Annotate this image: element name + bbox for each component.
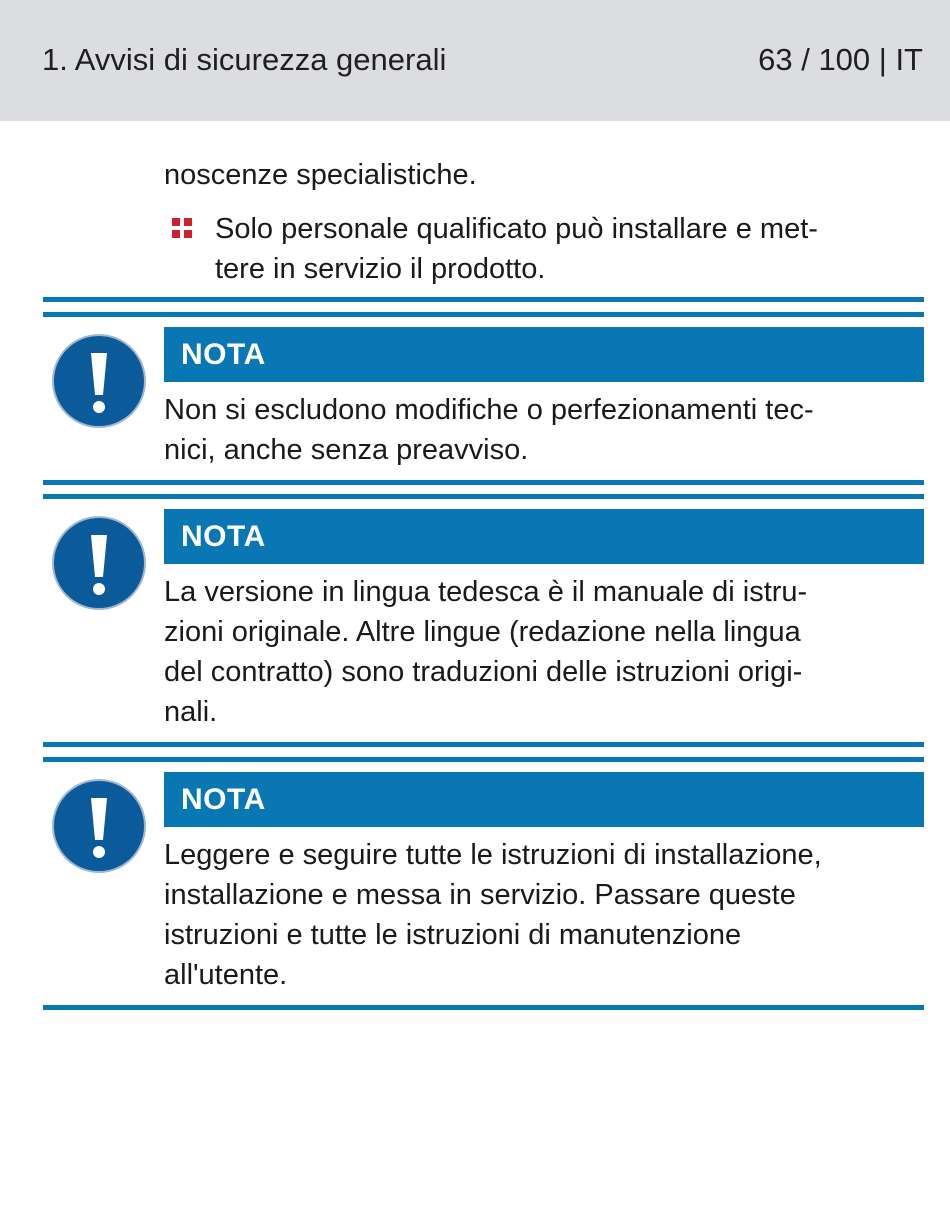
divider-rule (43, 757, 924, 762)
note-label: NOTA (181, 520, 266, 553)
note-text (164, 390, 924, 470)
note-header-bar (164, 772, 924, 827)
page-indicator: 63 / 100 | IT (758, 42, 923, 77)
note-line: nali. (164, 696, 218, 728)
divider-rule (43, 494, 924, 499)
bullet-text (215, 209, 925, 289)
exclamation-circle-icon (51, 778, 147, 874)
note-line: La versione in lingua tedesca è il manuale di istru- (164, 576, 808, 608)
note-box (43, 772, 924, 1002)
exclamation-circle-icon (51, 515, 147, 611)
note-line: all'utente. (164, 959, 288, 991)
note-text (164, 835, 924, 995)
divider-rule (43, 297, 924, 302)
red-square-bullet-icon (172, 218, 192, 238)
note-line: installazione e messa in servizio. Passare queste (164, 879, 796, 911)
note-header-bar (164, 509, 924, 564)
note-line: Non si escludono modifiche o perfezionamenti tec- (164, 394, 814, 426)
bullet-line: tere in servizio il prodotto. (215, 253, 546, 285)
section-title: 1. Avvisi di sicurezza generali (42, 42, 447, 77)
note-label: NOTA (181, 783, 266, 816)
divider-rule (43, 742, 924, 747)
bullet-line: Solo personale qualificato può installare e met- (215, 213, 818, 245)
divider-rule (43, 1005, 924, 1010)
note-line: zioni originale. Altre lingue (redazione nella lingua (164, 616, 801, 648)
page-header (0, 0, 950, 121)
note-box (43, 509, 924, 739)
note-label: NOTA (181, 338, 266, 371)
note-line: nici, anche senza preavviso. (164, 434, 529, 466)
note-text (164, 572, 924, 732)
note-header-bar (164, 327, 924, 382)
continuation-text: noscenze specialistiche. (164, 159, 477, 191)
note-line: del contratto) sono traduzioni delle istruzioni origi- (164, 656, 803, 688)
note-line: Leggere e seguire tutte le istruzioni di installazione, (164, 839, 822, 871)
note-box (43, 327, 924, 477)
divider-rule (43, 480, 924, 485)
note-line: istruzioni e tutte le istruzioni di manutenzione (164, 919, 742, 951)
divider-rule (43, 312, 924, 317)
exclamation-circle-icon (51, 333, 147, 429)
